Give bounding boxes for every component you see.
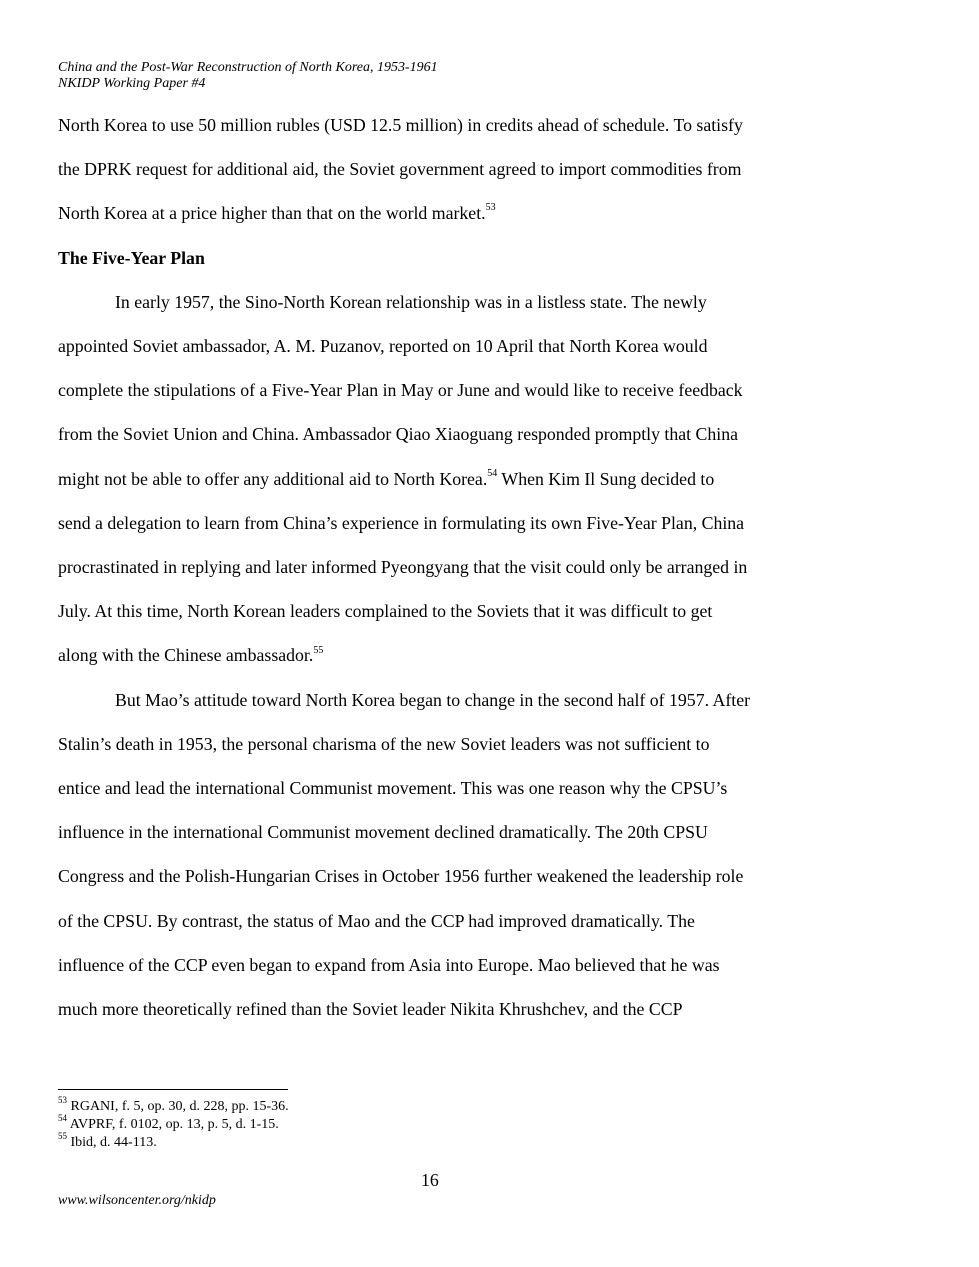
footnote-divider <box>58 1089 288 1090</box>
text-segment: might not be able to offer any additional aid to North Korea. <box>58 468 488 489</box>
header-series: NKIDP Working Paper #4 <box>58 76 206 91</box>
text-segment: North Korea at a price higher than that on the world market. <box>58 203 486 224</box>
section-heading: The Five-Year Plan <box>58 247 205 268</box>
text-line <box>58 457 848 501</box>
text-line: North Korea to use 50 million rubles (USD 12.5 million) in credits ahead of schedule. To satisfy <box>58 115 743 135</box>
footnote-54 <box>58 1113 289 1134</box>
text-line: complete the stipulations of a Five-Year Plan in May or June and would like to receive feedback <box>58 380 743 401</box>
text-line: Stalin’s death in 1953, the personal charisma of the new Soviet leaders was not sufficient to <box>58 733 710 754</box>
footnote-text: AVPRF, f. 0102, op. 13, p. 5, d. 1-15. <box>67 1117 279 1132</box>
footnote-ref-55: 55 <box>313 644 324 656</box>
text-line: procrastinated in replying and later informed Pyeongyang that the visit could only be arranged in <box>58 557 748 578</box>
text-line: the DPRK request for additional aid, the Soviet government agreed to import commodities from <box>58 159 742 180</box>
footnote-ref-53: 53 <box>485 202 496 214</box>
footnote-number: 54 <box>58 1113 67 1124</box>
header-title: China and the Post-War Reconstruction of North Korea, 1953-1961 <box>58 60 438 75</box>
footnote-text: RGANI, f. 5, op. 30, d. 228, pp. 15-36. <box>67 1099 289 1114</box>
text-line: entice and lead the international Communist movement. This was one reason why the CPSU’s <box>58 778 728 799</box>
text-line: influence in the international Communist movement declined dramatically. The 20th CPSU <box>58 822 708 843</box>
footnote-number: 53 <box>58 1095 67 1106</box>
text-line: July. At this time, North Korean leaders complained to the Soviets that it was difficult to get <box>58 601 713 622</box>
footnote-text: Ibid, d. 44-113. <box>67 1135 157 1150</box>
footnote-55 <box>58 1131 289 1152</box>
text-line: In early 1957, the Sino-North Korean relationship was in a listless state. The newly <box>115 291 707 312</box>
text-line: influence of the CCP even began to expand from Asia into Europe. Mao believed that he was <box>58 954 720 975</box>
text-line: But Mao’s attitude toward North Korea began to change in the second half of 1957. After <box>115 689 751 710</box>
running-header <box>58 60 438 92</box>
footnote-53 <box>58 1095 289 1116</box>
footer-url: www.wilsoncenter.org/nkidp <box>58 1193 216 1208</box>
text-line: from the Soviet Union and China. Ambassador Qiao Xiaoguang responded promptly that China <box>58 424 739 445</box>
text-line: send a delegation to learn from China’s experience in formulating its own Five-Year Plan, China <box>58 512 745 533</box>
footnote-ref-54: 54 <box>487 467 498 479</box>
body-text <box>58 103 848 1031</box>
footnote-number: 55 <box>58 1131 67 1142</box>
text-line: of the CPSU. By contrast, the status of Mao and the CCP had improved dramatically. The <box>58 910 695 931</box>
text-line <box>58 191 848 235</box>
text-segment: along with the Chinese ambassador. <box>58 645 314 666</box>
footnotes <box>58 1095 289 1152</box>
text-line <box>58 633 848 677</box>
text-line: much more theoretically refined than the Soviet leader Nikita Khrushchev, and the CCP <box>58 999 683 1020</box>
text-line: appointed Soviet ambassador, A. M. Puzanov, reported on 10 April that North Korea would <box>58 336 708 357</box>
text-segment: When Kim Il Sung decided to <box>497 468 715 489</box>
page-number: 16 <box>421 1170 439 1190</box>
text-line: Congress and the Polish-Hungarian Crises in October 1956 further weakened the leadership role <box>58 866 744 887</box>
